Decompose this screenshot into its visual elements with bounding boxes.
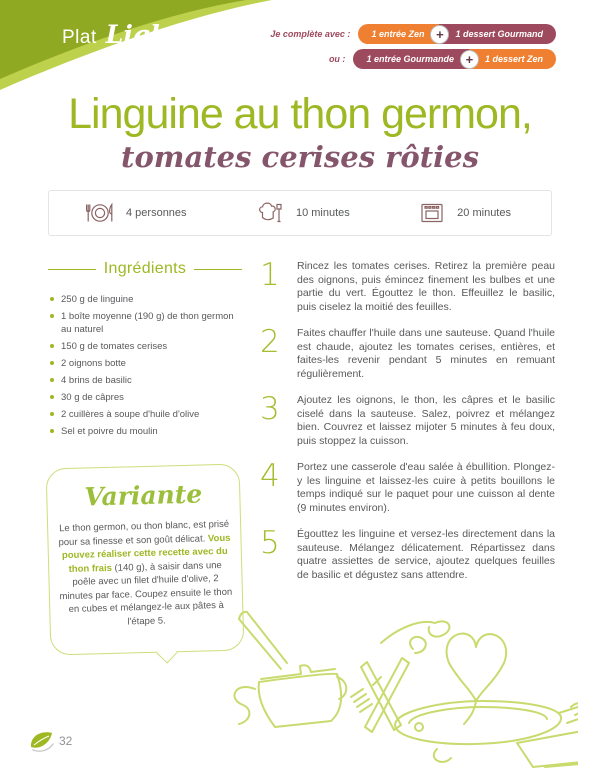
bullet-dot-icon: [50, 378, 54, 382]
bullet-dot-icon: [50, 297, 54, 301]
step-text: Faites chauffer l'huile dans une sauteuse. Quand l'huile est chaude, ajoutez les tomates cerises, entières, et faites-les revenir pendant 5 minutes en remuant régulièrement.: [297, 327, 555, 380]
pairing-pill-1: [358, 24, 556, 44]
list-item: [48, 408, 242, 421]
list-item: [48, 391, 242, 404]
banner-category: Plat: [62, 27, 97, 48]
step-4: [260, 458, 555, 515]
pairing-row-2: [329, 49, 556, 69]
banner-style-label: Light: [105, 20, 181, 49]
variant-bubble: [46, 464, 245, 656]
step-text: Portez une casserole d'eau salée à ébullition. Plongez-y les linguine et laissez-les cuire à petits bouillons le temps indiqué sur le paquet pour une cuisson al dente (9 minutes environ).: [297, 461, 555, 514]
oven-icon: [418, 199, 446, 227]
meta-cook-time: [418, 199, 511, 227]
badge-dessert-zen: 1 dessert Zen: [469, 49, 556, 69]
ingredient-text: 1 boîte moyenne (190 g) de thon germon au naturel: [61, 311, 234, 336]
pairing-intro-label: Je complète avec :: [270, 29, 351, 39]
steps-column: [260, 257, 555, 653]
step-number: 2: [260, 324, 280, 361]
pairing-row-1: [270, 24, 556, 44]
ingredient-text: 4 brins de basilic: [61, 375, 132, 387]
meta-servings: [85, 199, 187, 227]
servings-label: 4 personnes: [126, 207, 187, 220]
list-item: [48, 425, 242, 438]
main-content: [48, 257, 555, 653]
meta-prep-time: [255, 199, 350, 227]
step-text: Rincez les tomates cerises. Retirez la première peau des oignons, puis émincez finement les bulbes et une partie du vert. Égouttez le thon. Effeuillez le basilic, puis ciselez la moitié des feuilles.: [297, 260, 555, 313]
ingredient-text: 250 g de linguine: [61, 294, 134, 306]
heading-rule-right: [194, 269, 242, 270]
pairing-or-label: ou :: [328, 54, 346, 64]
plate-cutlery-icon: [85, 199, 115, 227]
step-3: [260, 391, 555, 448]
bullet-dot-icon: [50, 395, 54, 399]
pairing-block: [270, 24, 556, 69]
page-title: Linguine au thon germon,: [68, 90, 532, 138]
ingredients-column: [48, 260, 242, 653]
bullet-dot-icon: [50, 361, 54, 365]
step-text: Ajoutez les oignons, le thon, les câpres et le basilic ciselé dans la sauteuse. Salez, poivrez et mélangez bien. Couvrez et laissez mijoter 5 minutes à feu doux, puis stoppez la cuisson.: [297, 394, 555, 447]
ingredients-heading-text: Ingrédients: [103, 260, 187, 278]
leaf-icon: [28, 730, 54, 752]
plus-icon: +: [430, 25, 449, 44]
list-item: [48, 357, 242, 370]
variant-text: [57, 518, 234, 631]
list-item: [48, 340, 242, 353]
speech-bubble: [46, 464, 245, 656]
ingredient-text: Sel et poivre du moulin: [61, 426, 158, 438]
footer: [28, 730, 72, 752]
page-subtitle: tomates cerises rôties: [121, 140, 479, 175]
ingredient-text: 2 cuillères à soupe d'huile d'olive: [61, 409, 200, 421]
step-number: 5: [260, 525, 280, 562]
cook-time-label: 20 minutes: [457, 207, 511, 220]
ingredient-text: 2 oignons botte: [61, 358, 126, 370]
ingredients-list: [48, 293, 242, 438]
badge-entree-zen: 1 entrée Zen: [358, 24, 440, 44]
badge-dessert-gourmand: 1 dessert Gourmand: [439, 24, 556, 44]
bullet-dot-icon: [50, 412, 54, 416]
list-item: [48, 310, 242, 336]
heading-rule-left: [48, 269, 96, 270]
meta-bar: [48, 190, 552, 236]
banner-label: [62, 20, 180, 49]
ingredient-text: 150 g de tomates cerises: [61, 341, 168, 353]
step-number: 4: [260, 458, 280, 495]
list-item: [48, 293, 242, 306]
prep-time-label: 10 minutes: [295, 207, 350, 220]
variant-text-bold: Vous pouvez réaliser cette recette avec du thon frais: [61, 532, 231, 575]
variant-heading: Variante: [84, 479, 203, 512]
ingredients-heading: [48, 260, 242, 278]
variant-text-after: (140 g), à saisir dans une poêle avec un filet d'huile d'olive, 2 minutes par face. Coupez ensuite le thon en cubes et mélangez-le aux pâtes à l'étape 5.: [59, 559, 233, 628]
step-text: Égouttez les linguine et versez-les directement dans la sauteuse. Mélangez délicatement. Répartissez dans quatre assiettes de service, ajoutez quelques feuilles de basilic et dégustez sans attendre.: [297, 528, 555, 581]
bullet-dot-icon: [50, 344, 54, 348]
step-5: [260, 525, 555, 582]
bullet-dot-icon: [50, 429, 54, 433]
step-1: [260, 257, 555, 314]
step-number: 3: [260, 391, 280, 428]
step-2: [260, 324, 555, 381]
chef-hat-icon: [255, 199, 285, 227]
ingredient-text: 30 g de câpres: [61, 392, 124, 404]
bullet-dot-icon: [50, 314, 54, 318]
pairing-pill-2: [353, 49, 556, 69]
variant-text-before: Le thon germon, ou thon blanc, est prisé pour sa finesse et son goût délicat.: [58, 518, 230, 548]
plus-icon: +: [460, 50, 479, 69]
page-number: 32: [59, 734, 73, 748]
step-number: 1: [260, 257, 280, 294]
badge-entree-gourmande: 1 entrée Gourmande: [353, 49, 470, 69]
list-item: [48, 374, 242, 387]
